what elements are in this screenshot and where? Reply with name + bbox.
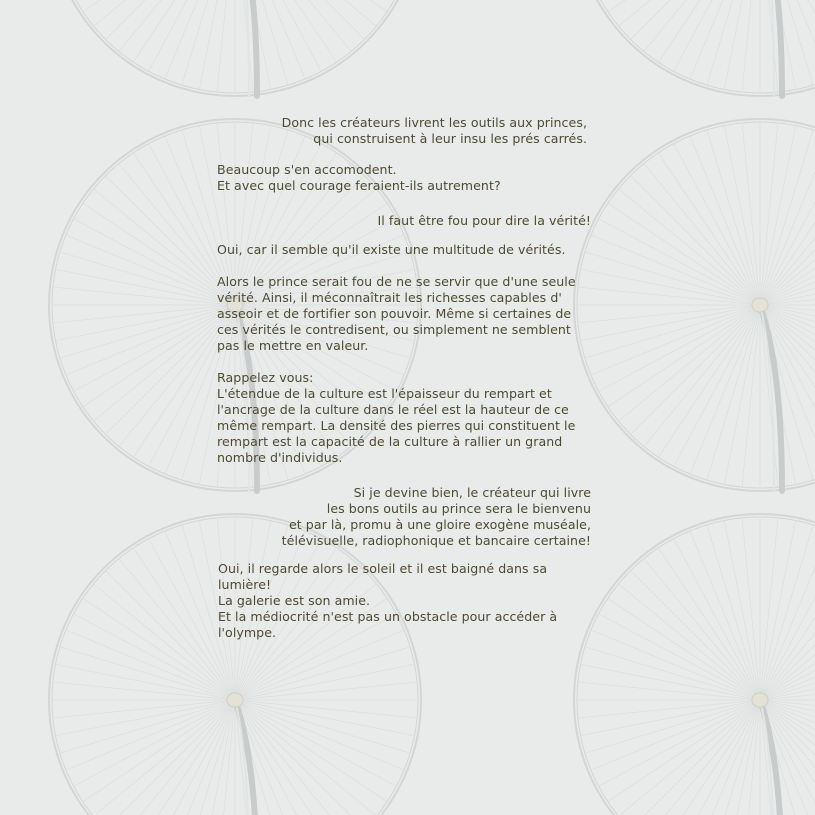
paragraph-fou: Il faut être fou pour dire la vérité! xyxy=(377,213,591,228)
paragraph-accomodent: Beaucoup s'en accomodent. Et avec quel courage feraient-ils autrement? xyxy=(217,162,501,193)
paragraph-princes: Donc les créateurs livrent les outils aux princes, qui construisent à leur insu les prés carrés. xyxy=(281,115,587,146)
bicycle-wheel-icon xyxy=(49,0,421,96)
bicycle-wheel-icon xyxy=(49,514,421,815)
paragraph-createur: Si je devine bien, le créateur qui livre les bons outils au prince sera le bienvenu et par là, promu à une gloire exogène muséale, télévisuelle, radiophonique et bancaire certaine! xyxy=(281,485,591,548)
paragraph-soleil: Oui, il regarde alors le soleil et il est baigné dans sa lumière! La galerie est son amie. Et la médiocrité n'est pas un obstacle pour accéder à l'olympe. xyxy=(218,561,558,640)
bicycle-wheel-icon xyxy=(574,119,815,491)
paragraph-multitude: Oui, car il semble qu'il existe une multitude de vérités. xyxy=(217,242,566,257)
bicycle-wheel-icon xyxy=(574,514,815,815)
paragraph-rappelez: Rappelez vous: L'étendue de la culture est l'épaisseur du rempart et l'ancrage de la culture dans le réel est la hauteur de ce même rempart. La densité des pierres qui constituent le rempart est la capacité de la culture à rallier un grand nombre d'individus. xyxy=(217,370,576,465)
paragraph-prince-fou: Alors le prince serait fou de ne se servir que d'une seule vérité. Ainsi, il méconnaîtrait les richesses capables d' asseoir et de fortifier son pouvoir. Même si certaines de ces vérités le contredisent, ou simplement ne semblent pas le mettre en valeur. xyxy=(217,274,576,353)
bicycle-wheel-icon xyxy=(574,0,815,96)
